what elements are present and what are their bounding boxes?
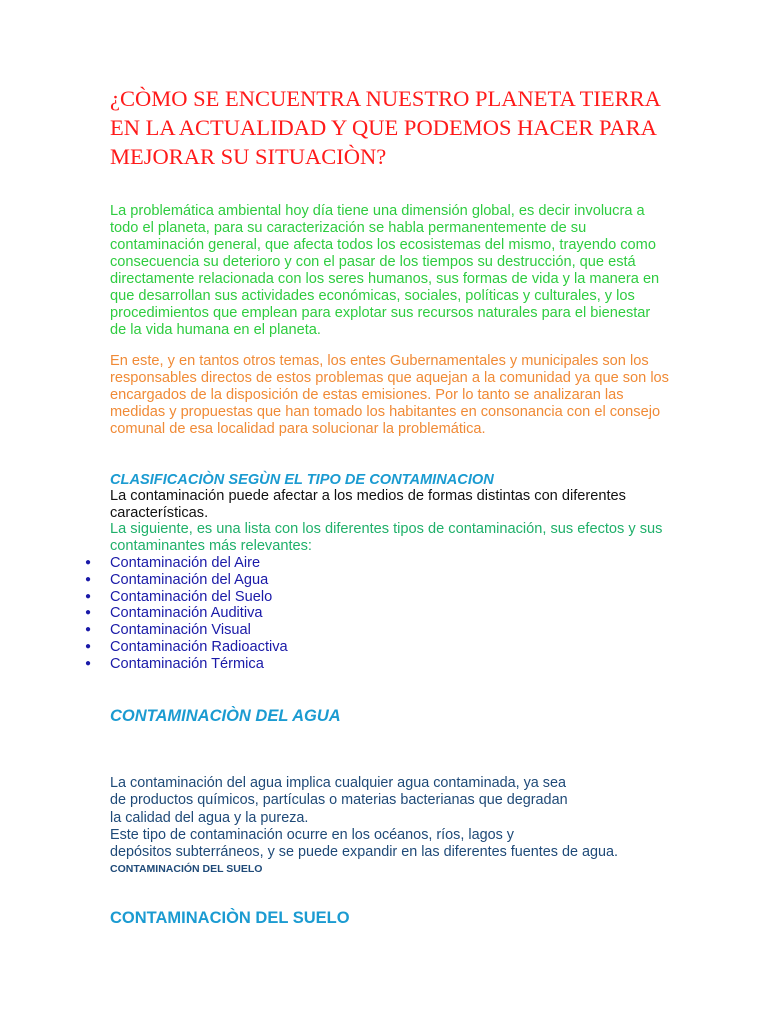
water-text-line: depósitos subterráneos, y se puede expandir en las diferentes fuentes de agua. <box>110 844 619 861</box>
water-text-line: de productos químicos, partículas o materias bacterianas que degradan <box>110 792 568 809</box>
bullet-icon: ● <box>85 590 92 602</box>
bullet-icon: ● <box>85 573 92 585</box>
bullet-icon: ● <box>85 657 92 669</box>
water-section-heading: CONTAMINACIÒN DEL AGUA <box>110 707 341 725</box>
list-item-label: Contaminación del Agua <box>110 571 269 588</box>
list-item-label: Contaminación Visual <box>110 622 251 639</box>
list-item <box>0 639 400 656</box>
list-item-label: Contaminación Térmica <box>110 655 264 672</box>
water-text-line: Este tipo de contaminación ocurre en los océanos, ríos, lagos y <box>110 826 514 843</box>
water-section-body <box>110 775 710 861</box>
soil-caption: CONTAMINACIÓN DEL SUELO <box>110 863 263 875</box>
list-item <box>0 589 400 606</box>
document-title: ¿CÒMO SE ENCUENTRA NUESTRO PLANETA TIERRA EN LA ACTUALIDAD Y QUE PODEMOS HACER PARA MEJORAR SU SITUACIÒN? <box>110 86 660 169</box>
classification-intro: La contaminación puede afectar a los medios de formas distintas con diferentes características. <box>110 488 626 521</box>
soil-section-heading: CONTAMINACIÒN DEL SUELO <box>110 909 350 927</box>
intro-paragraph: La problemática ambiental hoy día tiene una dimensión global, es decir involucra a todo el planeta, para su caracterización se habla permanentemente de su contaminación general, que afecta todos los ecosistemas del mismo, trayendo como consecuencia su deterioro y con el pasar de los tiempos su destrucción, que está directamente relacionada con los seres humanos, sus formas de vida y la manera en que desarrollan sus actividades económicas, sociales, políticas y culturales, y los procedimientos que emplean para explotar sus recursos naturales para el bienestar de la vida humana en el planeta. <box>110 203 660 338</box>
list-item <box>0 572 400 589</box>
list-item-label: Contaminación del Aire <box>110 555 261 571</box>
classification-heading: CLASIFICACIÒN SEGÙN EL TIPO DE CONTAMINACION <box>110 472 494 488</box>
responsables-paragraph: En este, y en tantos otros temas, los entes Gubernamentales y municipales son los responsables directos de estos problemas que aquejan a la comunidad ya que son los encargados de la disposición de estas emisiones. Por lo tanto se analizaran las medidas y propuestas que han tomado los habitantes en consonancia con el consejo comunal de esa localidad para solucionar la problemática. <box>110 353 669 437</box>
bullet-icon: ● <box>85 557 92 568</box>
bullet-icon: ● <box>85 640 92 652</box>
list-item-label: Contaminación del Suelo <box>110 588 273 605</box>
list-item-label: Contaminación Radioactiva <box>110 638 288 655</box>
list-item <box>0 656 400 673</box>
bullet-icon: ● <box>85 607 92 619</box>
water-text-line: la calidad del agua y la pureza. <box>110 809 309 826</box>
contamination-types-list <box>0 555 400 673</box>
classification-list-intro: La siguiente, es una lista con los diferentes tipos de contaminación, sus efectos y sus contaminantes más relevantes: <box>110 521 663 554</box>
list-item-label: Contaminación Auditiva <box>110 605 263 622</box>
water-text-line: La contaminación del agua implica cualquier agua contaminada, ya sea <box>110 775 566 791</box>
bullet-icon: ● <box>85 624 92 636</box>
list-item <box>0 605 400 622</box>
list-item <box>0 622 400 639</box>
list-item <box>0 555 400 572</box>
